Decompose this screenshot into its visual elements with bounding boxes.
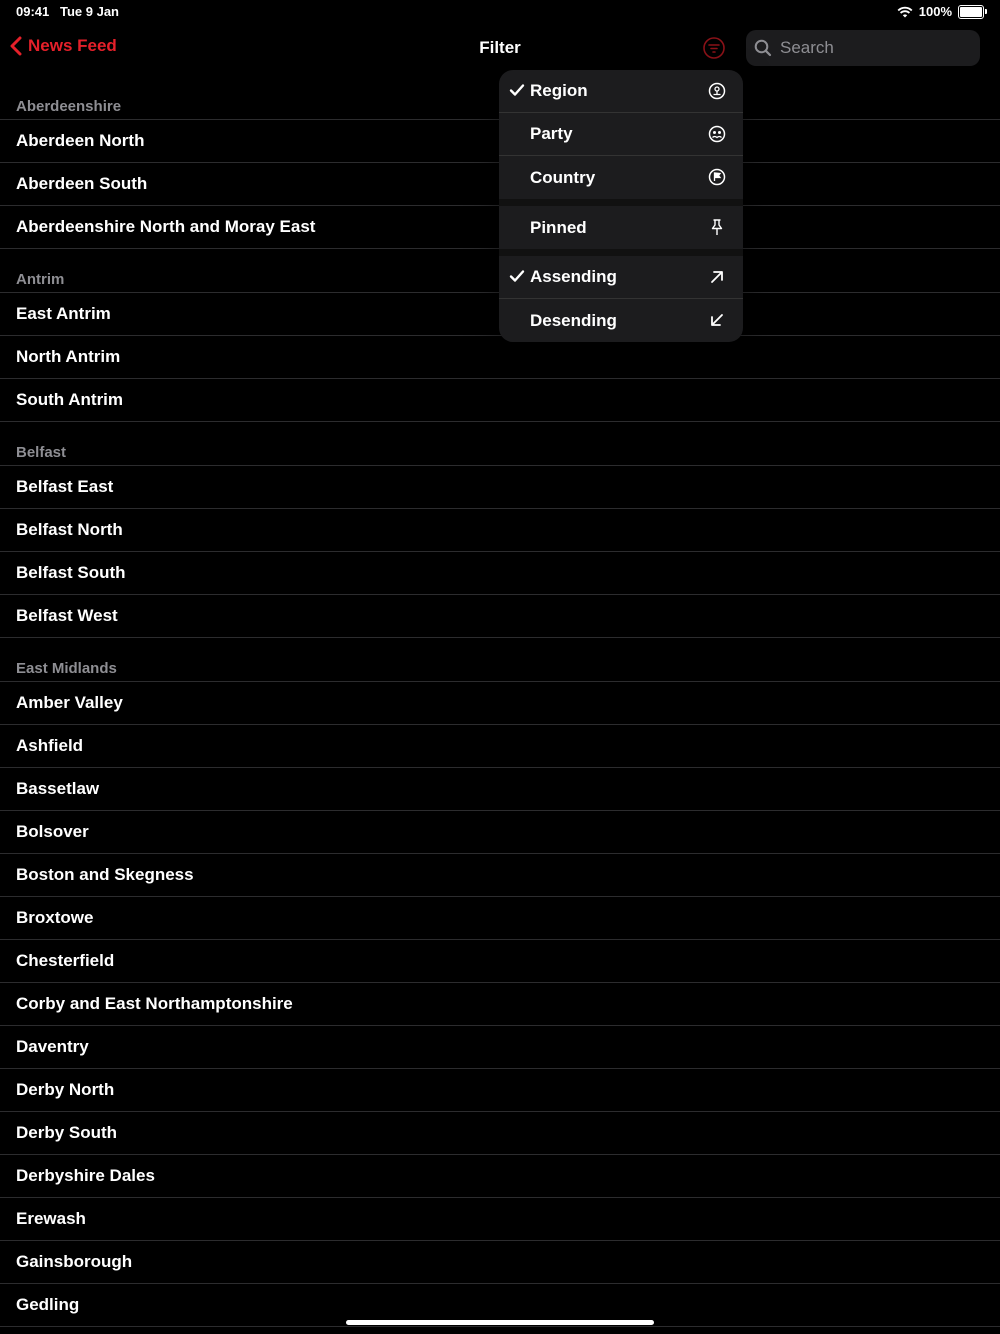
list-item[interactable]: Derby South xyxy=(0,1112,1000,1155)
list-item[interactable]: Chesterfield xyxy=(0,940,1000,983)
section-header: Aberdeenshire xyxy=(0,88,1000,120)
status-date: Tue 9 Jan xyxy=(60,4,120,19)
menu-item-label: Assending xyxy=(530,267,617,286)
list-item[interactable]: Aberdeen North xyxy=(0,120,1000,163)
menu-item-country[interactable] xyxy=(499,156,743,199)
menu-item-label: Desending xyxy=(530,310,617,330)
back-button-label: News Feed xyxy=(28,36,117,55)
list-item[interactable]: Belfast East xyxy=(0,466,1000,509)
list-item[interactable]: Derbyshire Dales xyxy=(0,1155,1000,1198)
menu-separator xyxy=(499,249,743,256)
list-item[interactable]: Aberdeen South xyxy=(0,163,1000,206)
pin-icon xyxy=(708,218,726,236)
region-icon xyxy=(708,82,726,100)
section-east-midlands xyxy=(0,650,1000,1327)
list-item[interactable]: Amber Valley xyxy=(0,682,1000,725)
search-icon xyxy=(754,39,772,57)
list-item[interactable]: South Antrim xyxy=(0,379,1000,422)
section-belfast xyxy=(0,434,1000,638)
list-item[interactable]: Belfast West xyxy=(0,595,1000,638)
status-indicators xyxy=(897,4,984,19)
status-time: 09:41 xyxy=(16,4,50,19)
menu-item-label: Party xyxy=(530,124,573,143)
menu-item-ascending[interactable] xyxy=(499,256,743,299)
list-item[interactable]: Erewash xyxy=(0,1198,1000,1241)
menu-item-label: Region xyxy=(530,81,588,100)
arrow-down-left-icon xyxy=(708,311,726,329)
list-item[interactable]: Gainsborough xyxy=(0,1241,1000,1284)
section-header: Belfast xyxy=(0,434,1000,466)
checkmark-icon xyxy=(509,82,525,98)
home-indicator[interactable] xyxy=(346,1320,654,1325)
list-item[interactable]: Broxtowe xyxy=(0,897,1000,940)
list-item[interactable]: Boston and Skegness xyxy=(0,854,1000,897)
battery-percent: 100% xyxy=(918,4,952,19)
wifi-icon xyxy=(897,6,913,18)
filter-menu xyxy=(499,70,743,342)
menu-item-label: Country xyxy=(530,167,596,187)
list-item[interactable]: Bassetlaw xyxy=(0,768,1000,811)
list-item[interactable]: Derby North xyxy=(0,1069,1000,1112)
list-item[interactable]: Gedling xyxy=(0,1284,1000,1327)
checkmark-icon xyxy=(509,268,525,284)
list-item[interactable]: Ashfield xyxy=(0,725,1000,768)
battery-icon xyxy=(958,5,984,19)
list-item[interactable]: Bolsover xyxy=(0,811,1000,854)
search-bar[interactable] xyxy=(746,30,980,66)
party-icon xyxy=(708,125,726,143)
list-item[interactable]: Belfast North xyxy=(0,509,1000,552)
list-item[interactable]: North Antrim xyxy=(0,336,1000,379)
section-header: East Midlands xyxy=(0,650,1000,682)
list-item[interactable]: Corby and East Northamptonshire xyxy=(0,983,1000,1026)
page-title: Filter xyxy=(479,38,521,57)
list-item[interactable]: Belfast South xyxy=(0,552,1000,595)
menu-separator xyxy=(499,199,743,206)
menu-item-pinned[interactable] xyxy=(499,206,743,249)
country-flag-icon xyxy=(708,168,726,186)
list-item[interactable]: Daventry xyxy=(0,1026,1000,1069)
list-item[interactable]: Aberdeenshire North and Moray East xyxy=(0,206,1000,249)
menu-item-descending[interactable] xyxy=(499,299,743,342)
search-input[interactable] xyxy=(778,37,972,59)
arrow-up-right-icon xyxy=(708,268,726,286)
section-header: Antrim xyxy=(0,261,1000,293)
filter-icon[interactable] xyxy=(702,36,726,60)
menu-item-label: Pinned xyxy=(530,217,587,237)
menu-item-party[interactable] xyxy=(499,113,743,156)
navigation-bar xyxy=(0,24,1000,74)
status-bar xyxy=(0,0,1000,24)
list-item[interactable]: East Antrim xyxy=(0,293,1000,336)
menu-item-region[interactable] xyxy=(499,70,743,113)
